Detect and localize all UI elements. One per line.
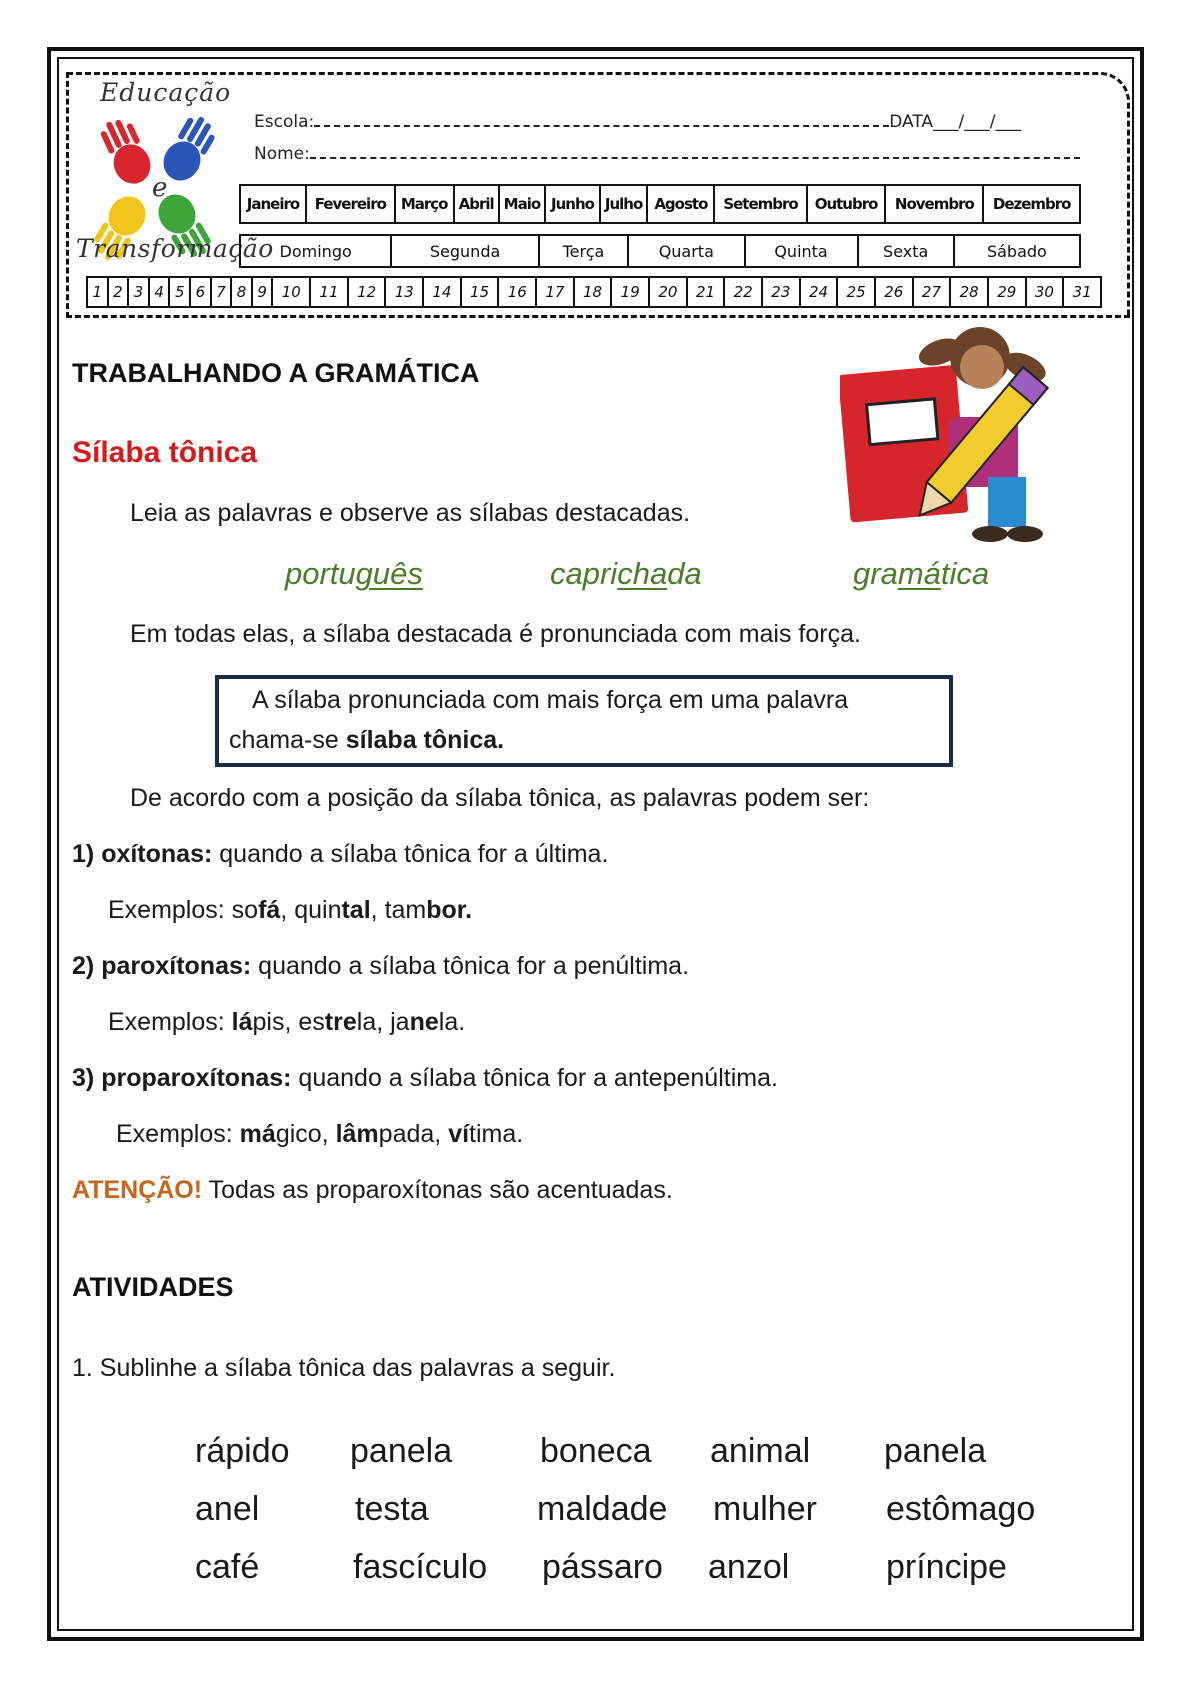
type-proparoxitonas: 3) proparoxítonas: quando a sílaba tônica for a antepenúltima.	[72, 1064, 778, 1092]
day-number[interactable]: 28	[950, 277, 988, 307]
word-item[interactable]: boneca	[540, 1432, 652, 1470]
type-oxitonas: 1) oxítonas: quando a sílaba tônica for a última.	[72, 840, 609, 868]
word-item[interactable]: panela	[884, 1432, 987, 1470]
examples-proparoxitonas: Exemplos: mágico, lâmpada, vítima.	[116, 1120, 524, 1148]
day-number[interactable]: 24	[800, 277, 838, 307]
examples-paroxitonas: Exemplos: lápis, estrela, janela.	[108, 1008, 466, 1036]
word-item[interactable]: anel	[195, 1490, 260, 1528]
intro-text: Leia as palavras e observe as sílabas destacadas.	[130, 499, 691, 527]
day-number[interactable]: 26	[875, 277, 913, 307]
day-number[interactable]: 25	[837, 277, 875, 307]
day-number[interactable]: 5	[169, 277, 190, 307]
word-item[interactable]: pássaro	[542, 1548, 663, 1586]
day-number[interactable]: 1	[87, 277, 108, 307]
month-cell[interactable]: Novembro	[885, 185, 983, 223]
activities-title: ATIVIDADES	[72, 1272, 234, 1302]
date-label: DATA___/___/___	[889, 112, 1021, 132]
day-number[interactable]: 3	[128, 277, 149, 307]
activity-1-instruction: 1. Sublinhe a sílaba tônica das palavras a seguir.	[72, 1354, 616, 1382]
day-number[interactable]: 11	[310, 277, 348, 307]
logo-top-text: Educação	[100, 78, 232, 107]
day-number[interactable]: 9	[252, 277, 273, 307]
word-item[interactable]: príncipe	[886, 1548, 1007, 1586]
day-number[interactable]: 19	[611, 277, 649, 307]
definition-line-1: A sílaba pronunciada com mais força em uma palavra	[252, 686, 849, 714]
section-title: TRABALHANDO A GRAMÁTICA	[72, 358, 480, 388]
month-cell[interactable]: Junho	[545, 185, 599, 223]
day-number[interactable]: 29	[988, 277, 1026, 307]
school-field[interactable]	[254, 112, 1021, 132]
month-cell[interactable]: Janeiro	[240, 185, 306, 223]
month-cell[interactable]: Setembro	[714, 185, 807, 223]
month-cell[interactable]: Fevereiro	[306, 185, 395, 223]
word-item[interactable]: testa	[355, 1490, 429, 1528]
month-cell[interactable]: Julho	[600, 185, 648, 223]
weekday-cell[interactable]: Domingo	[240, 235, 391, 267]
month-cell[interactable]: Outubro	[807, 185, 885, 223]
day-number[interactable]: 21	[687, 277, 725, 307]
weekdays-table	[239, 234, 1081, 268]
type-paroxitonas: 2) paroxítonas: quando a sílaba tônica for a penúltima.	[72, 952, 690, 980]
school-label: Escola:	[254, 112, 315, 132]
month-cell[interactable]: Março	[395, 185, 454, 223]
definition-line-2: chama-se sílaba tônica.	[229, 726, 505, 754]
word-item[interactable]: anzol	[708, 1548, 790, 1586]
day-number[interactable]: 30	[1026, 277, 1064, 307]
word-item[interactable]: mulher	[713, 1490, 817, 1528]
school-line[interactable]	[314, 117, 889, 127]
name-field[interactable]	[254, 144, 1080, 164]
day-number[interactable]: 10	[272, 277, 310, 307]
day-number[interactable]: 13	[385, 277, 423, 307]
day-number[interactable]: 27	[913, 277, 951, 307]
topic-title: Sílaba tônica	[72, 436, 258, 469]
day-number[interactable]: 17	[536, 277, 574, 307]
attention-note: ATENÇÃO! Todas as proparoxítonas são acentuadas.	[72, 1176, 673, 1204]
month-cell[interactable]: Maio	[499, 185, 546, 223]
day-number[interactable]: 12	[348, 277, 386, 307]
day-number[interactable]: 4	[149, 277, 170, 307]
weekday-cell[interactable]: Quinta	[745, 235, 858, 267]
day-number[interactable]: 14	[423, 277, 461, 307]
day-number[interactable]: 8	[231, 277, 252, 307]
day-number[interactable]: 22	[724, 277, 762, 307]
month-cell[interactable]: Agosto	[647, 185, 714, 223]
month-cell[interactable]: Abril	[454, 185, 499, 223]
day-number[interactable]: 6	[190, 277, 211, 307]
word-item[interactable]: café	[195, 1548, 260, 1586]
girl-with-pencil-illustration	[840, 322, 1140, 547]
example-word-1: português	[285, 556, 423, 591]
day-number[interactable]: 2	[108, 277, 129, 307]
word-item[interactable]: rápido	[195, 1432, 290, 1470]
day-number[interactable]: 31	[1063, 277, 1101, 307]
day-number[interactable]: 16	[498, 277, 536, 307]
day-number[interactable]: 23	[762, 277, 800, 307]
weekday-cell[interactable]: Terça	[539, 235, 628, 267]
weekday-cell[interactable]: Sexta	[858, 235, 954, 267]
weekday-cell[interactable]: Sábado	[954, 235, 1080, 267]
logo-middle-text: e	[152, 173, 168, 203]
position-intro: De acordo com a posição da sílaba tônica, as palavras podem ser:	[130, 784, 870, 812]
day-number[interactable]: 15	[461, 277, 499, 307]
logo-bottom-text: Transformação	[76, 234, 274, 263]
examples-oxitonas: Exemplos: sofá, quintal, tambor.	[108, 896, 473, 924]
day-number[interactable]: 18	[574, 277, 612, 307]
name-label: Nome:	[254, 144, 310, 164]
word-item[interactable]: estômago	[886, 1490, 1036, 1528]
weekday-cell[interactable]: Segunda	[391, 235, 539, 267]
day-number[interactable]: 7	[211, 277, 232, 307]
day-numbers-table	[86, 276, 1102, 308]
word-item[interactable]: panela	[350, 1432, 453, 1470]
day-number[interactable]: 20	[649, 277, 687, 307]
name-line[interactable]	[310, 149, 1080, 159]
example-word-2: caprichada	[550, 556, 702, 591]
month-cell[interactable]: Dezembro	[983, 185, 1080, 223]
word-item[interactable]: maldade	[537, 1490, 668, 1528]
word-item[interactable]: animal	[710, 1432, 811, 1470]
weekday-cell[interactable]: Quarta	[628, 235, 745, 267]
months-table	[239, 184, 1081, 224]
explain-text: Em todas elas, a sílaba destacada é pronunciada com mais força.	[130, 620, 861, 648]
word-item[interactable]: fascículo	[353, 1548, 488, 1586]
example-word-3: gramática	[853, 556, 990, 591]
